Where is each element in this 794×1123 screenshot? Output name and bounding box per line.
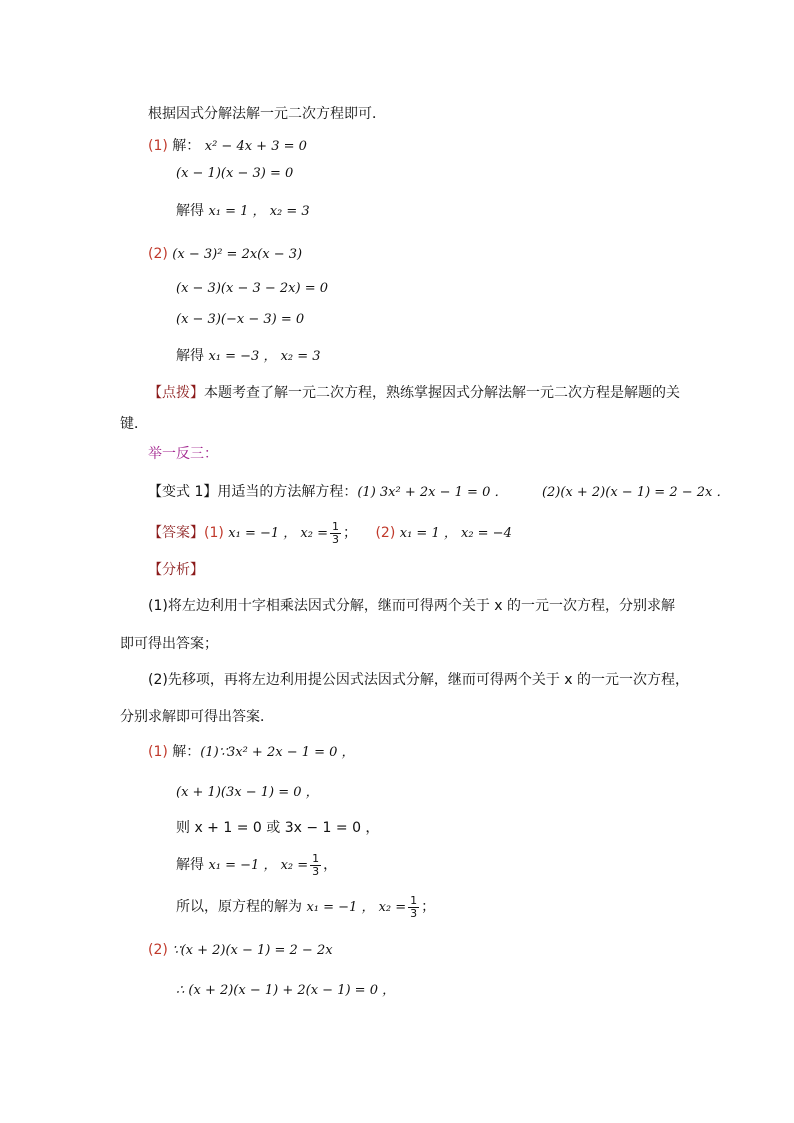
part2-sol-prefix: 解得 [176, 348, 204, 364]
answer-line [148, 518, 512, 549]
answer-frac-den: 3 [332, 532, 339, 546]
sol2-line2 [176, 980, 395, 1001]
variant-label: 【变式 1】 [148, 484, 218, 500]
part2-line3 [176, 309, 304, 330]
part2-sol: x₁ = −3 ， x₂ = 3 [208, 349, 321, 364]
sol1-eq2: (x + 1)(3x − 1) = 0 ， [176, 785, 319, 800]
sol2-eq2: ∴ (x + 2)(x − 1) + 2(x − 1) = 0 ， [176, 983, 396, 998]
part2-line2 [176, 278, 328, 299]
sol1-line3 [176, 818, 379, 838]
sol1-frac-num: 1 [312, 851, 320, 865]
part1-sol: x₁ = 1 ， x₂ = 3 [208, 204, 310, 219]
variant-eq2: (2)(x + 2)(x − 1) = 2 − 2x ． [541, 485, 730, 500]
part1-prefix: 解： [172, 138, 201, 154]
answer-a2: x₁ = 1 ， x₂ = −4 [399, 526, 512, 541]
variant-text: 用适当的方法解方程： [217, 484, 358, 500]
section-heading: 举一反三： [148, 446, 218, 462]
analysis-l3: (2)先移项，再将左边利用提公因式法因式分解，继而可得两个关于 x 的一元一次方程， [148, 672, 690, 688]
sol1-fraction [310, 853, 321, 878]
part2-eq3: (x − 3)(−x − 3) = 0 [176, 312, 305, 327]
answer-frac-num: 1 [332, 519, 339, 533]
sol1-prefix: 解： [172, 744, 201, 760]
variant-eq1: (1) 3x² + 2x − 1 = 0 ． [357, 485, 508, 500]
part1-eq1: x² − 4x + 3 = 0 [204, 139, 307, 154]
part2-line4 [176, 346, 321, 367]
sol1-final-prefix: 所以，原方程的解为 [176, 899, 302, 915]
part1-label: (1) [148, 138, 168, 154]
sol1-frac-den: 3 [312, 864, 320, 878]
part1-eq2: (x − 1)(x − 3) = 0 [176, 166, 294, 181]
tip-line2: 键． [120, 416, 148, 432]
intro-text: 根据因式分解法解一元二次方程即可． [148, 106, 386, 122]
answer-semi: ； [343, 525, 357, 541]
analysis-l4: 分别求解即可得出答案． [120, 709, 274, 725]
sol1-line5 [176, 892, 435, 923]
tip-line1 [148, 383, 680, 403]
sol2-line1 [148, 940, 333, 961]
answer-fraction [330, 521, 341, 546]
analysis-l1: (1)将左边利用十字相乘法因式分解，继而可得两个关于 x 的一元一次方程，分别求解 [148, 598, 676, 614]
part1-line2 [176, 163, 293, 184]
sol1-final-fraction [408, 895, 419, 920]
analysis-label: 【分析】 [148, 562, 204, 578]
tip-text1: 本题考查了解一元二次方程，熟练掌握因式分解法解一元二次方程是解题的关 [204, 385, 680, 401]
sol1-label: (1) [148, 744, 168, 760]
sol2-label: (2) [148, 942, 168, 958]
sol1-final-end: ； [421, 899, 436, 915]
answer-label: 【答案】 [148, 525, 204, 541]
part2-label: (2) [148, 246, 168, 262]
sol1-final: x₁ = −1 ， x₂ = [306, 900, 407, 915]
sol1-final-frac-num: 1 [410, 893, 418, 907]
sol1-line2 [176, 782, 319, 803]
sol1-final-frac-den: 3 [410, 906, 418, 920]
part2-eq2: (x − 3)(x − 3 − 2x) = 0 [176, 281, 328, 296]
sol1-eq3: 则 x + 1 = 0 或 3x − 1 = 0 ， [176, 820, 380, 836]
part2-line1 [148, 244, 302, 265]
answer-a1: x₁ = −1 ， x₂ = [228, 526, 328, 541]
sol1-line1 [148, 742, 355, 763]
part1-line3 [176, 201, 310, 222]
sol1-comma: ， [323, 857, 338, 873]
part2-eq1: (x − 3)² = 2x(x − 3) [172, 247, 303, 262]
sol1-sol-prefix: 解得 [176, 857, 204, 873]
sol2-eq1: ∵(x + 2)(x − 1) = 2 − 2x [172, 943, 333, 958]
sol1-eq1: (1)∵3x² + 2x − 1 = 0 ， [200, 745, 355, 760]
sol1-line4 [176, 850, 337, 881]
tip-label: 【点拨】 [148, 385, 204, 401]
part1-sol-prefix: 解得 [176, 203, 204, 219]
variant-line [148, 482, 729, 503]
answer-p2: (2) [375, 525, 396, 541]
sol1-sol: x₁ = −1 ， x₂ = [208, 858, 309, 873]
part1-line1 [148, 136, 307, 157]
answer-p1: (1) [204, 525, 224, 541]
analysis-l2: 即可得出答案； [120, 636, 218, 652]
